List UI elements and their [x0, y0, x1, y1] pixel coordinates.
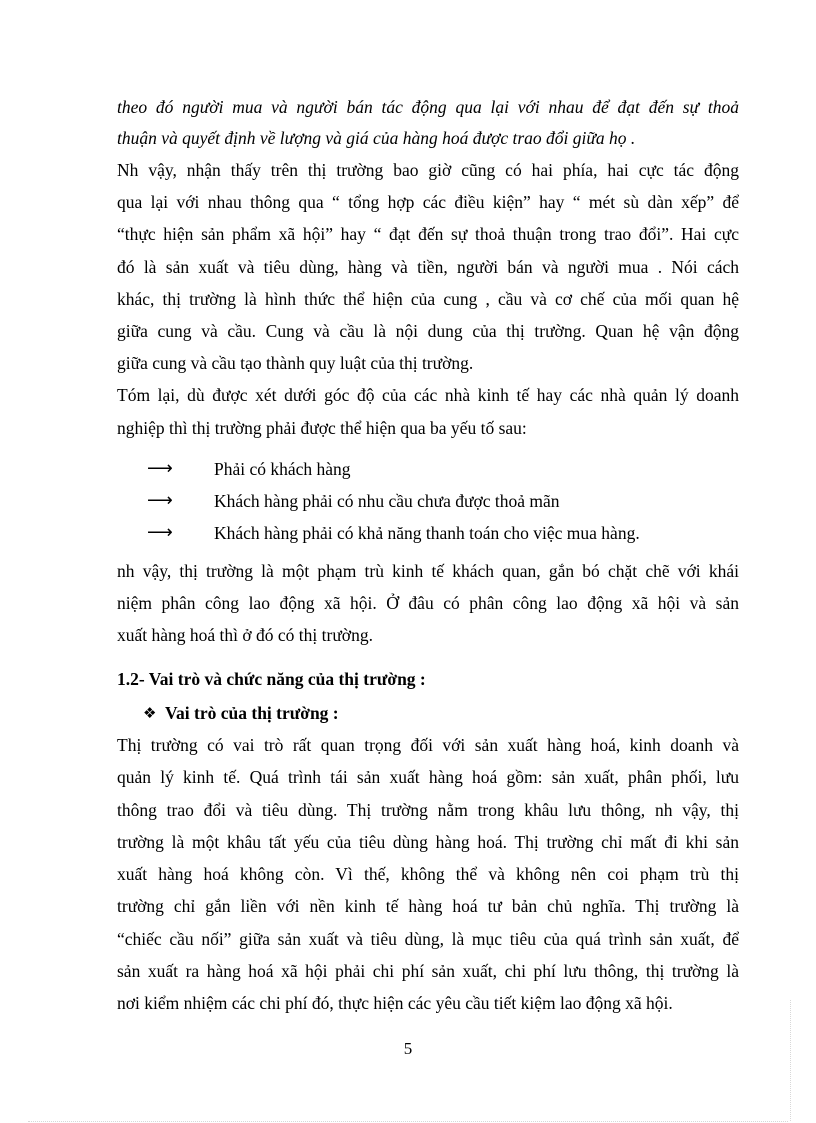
- para3-line-6: trường chỉ gắn liền với nền kinh tế hàng hoá tư bản chủ nghĩa. Thị trường là: [117, 896, 739, 916]
- para1-line-4: đó là sản xuất và tiêu dùng, hàng và tiền, người bán và người mua . Nói cách: [117, 257, 739, 277]
- arrow-right-icon: ⟶: [147, 458, 173, 479]
- intro-line-1: theo đó người mua và người bán tác động qua lại với nhau để đạt đến sự thoả: [117, 97, 739, 117]
- para3-line-7: “chiếc cầu nối” giữa sản xuất và tiêu dùng, là mục tiêu của quá trình sản xuất, để: [117, 929, 739, 949]
- list-item-text: Khách hàng phải có nhu cầu chưa được thoả mãn: [214, 491, 560, 511]
- para2-line-3: xuất hàng hoá thì ở đó có thị trường.: [117, 625, 373, 645]
- tomlai-line-1: Tóm lại, dù được xét dưới góc độ của các nhà kinh tế hay các nhà quản lý doanh: [117, 385, 739, 405]
- para1-line-7: giữa cung và cầu tạo thành quy luật của thị trường.: [117, 353, 474, 373]
- para1-line-5: khác, thị trường là hình thức thể hiện của cung , cầu và cơ chế của mối quan hệ: [117, 289, 739, 309]
- para3-line-2: quản lý kinh tế. Quá trình tái sản xuất hàng hoá gồm: sản xuất, phân phối, lưu: [117, 767, 739, 787]
- page-border-bottom: [28, 1121, 788, 1122]
- list-item-text: Khách hàng phải có khả năng thanh toán cho việc mua hàng.: [214, 523, 640, 543]
- para3-line-1: Thị trường có vai trò rất quan trọng đối với sản xuất hàng hoá, kinh doanh và: [117, 735, 739, 755]
- arrow-right-icon: ⟶: [147, 490, 173, 511]
- arrow-right-icon: ⟶: [147, 522, 173, 543]
- list-item: [117, 522, 739, 544]
- para1-line-2: qua lại với nhau thông qua “ tổng hợp các điều kiện” hay “ mét sù dàn xếp” để: [117, 192, 739, 212]
- sub-heading-text: Vai trò của thị trường :: [165, 703, 339, 723]
- list-item: [117, 458, 739, 480]
- list-item: [117, 490, 739, 512]
- tomlai-line-2: nghiệp thì thị trường phải được thể hiện qua ba yếu tố sau:: [117, 418, 527, 438]
- section-heading: 1.2- Vai trò và chức năng của thị trường :: [117, 669, 426, 689]
- para1-line-3: “thực hiện sản phẩm xã hội” hay “ đạt đến sự thoả thuận trong trao đổi”. Hai cực: [117, 224, 739, 244]
- sub-heading: [117, 702, 739, 724]
- para3-line-5: xuất hàng hoá không còn. Vì thế, không thể và không nên coi phạm trù thị: [117, 864, 739, 884]
- page-border-right: [790, 1000, 791, 1121]
- intro-line-2: thuận và quyết định về lượng và giá của hàng hoá được trao đổi giữa họ .: [117, 128, 636, 148]
- para3-line-3: thông trao đổi và tiêu dùng. Thị trường nằm trong khâu lưu thông, nh vậy, thị: [117, 800, 739, 820]
- list-item-text: Phải có khách hàng: [214, 459, 351, 479]
- para2-line-2: niệm phân công lao động xã hội. Ở đâu có phân công lao động xã hội và sản: [117, 593, 739, 613]
- para1-line-6: giữa cung và cầu. Cung và cầu là nội dung của thị trường. Quan hệ vận động: [117, 321, 739, 341]
- para2-line-1: nh vậy, thị trường là một phạm trù kinh tế khách quan, gắn bó chặt chẽ với khái: [117, 561, 739, 581]
- para3-line-8: sản xuất ra hàng hoá xã hội phải chi phí sản xuất, chi phí lưu thông, thị trường là: [117, 961, 739, 981]
- text-column: [117, 0, 739, 1123]
- para3-line-9: nơi kiểm nhiệm các chi phí đó, thực hiện các yêu cầu tiết kiệm lao động xã hội.: [117, 993, 673, 1013]
- page-number: 5: [403, 1039, 413, 1058]
- para1-line-1: Nh vậy, nhận thấy trên thị trường bao giờ cũng có hai phía, hai cực tác động: [117, 160, 739, 180]
- diamond-bullet-icon: ❖: [143, 704, 157, 722]
- para3-line-4: trường là một khâu tất yếu của tiêu dùng hàng hoá. Thị trường chỉ mất đi khi sản: [117, 832, 739, 852]
